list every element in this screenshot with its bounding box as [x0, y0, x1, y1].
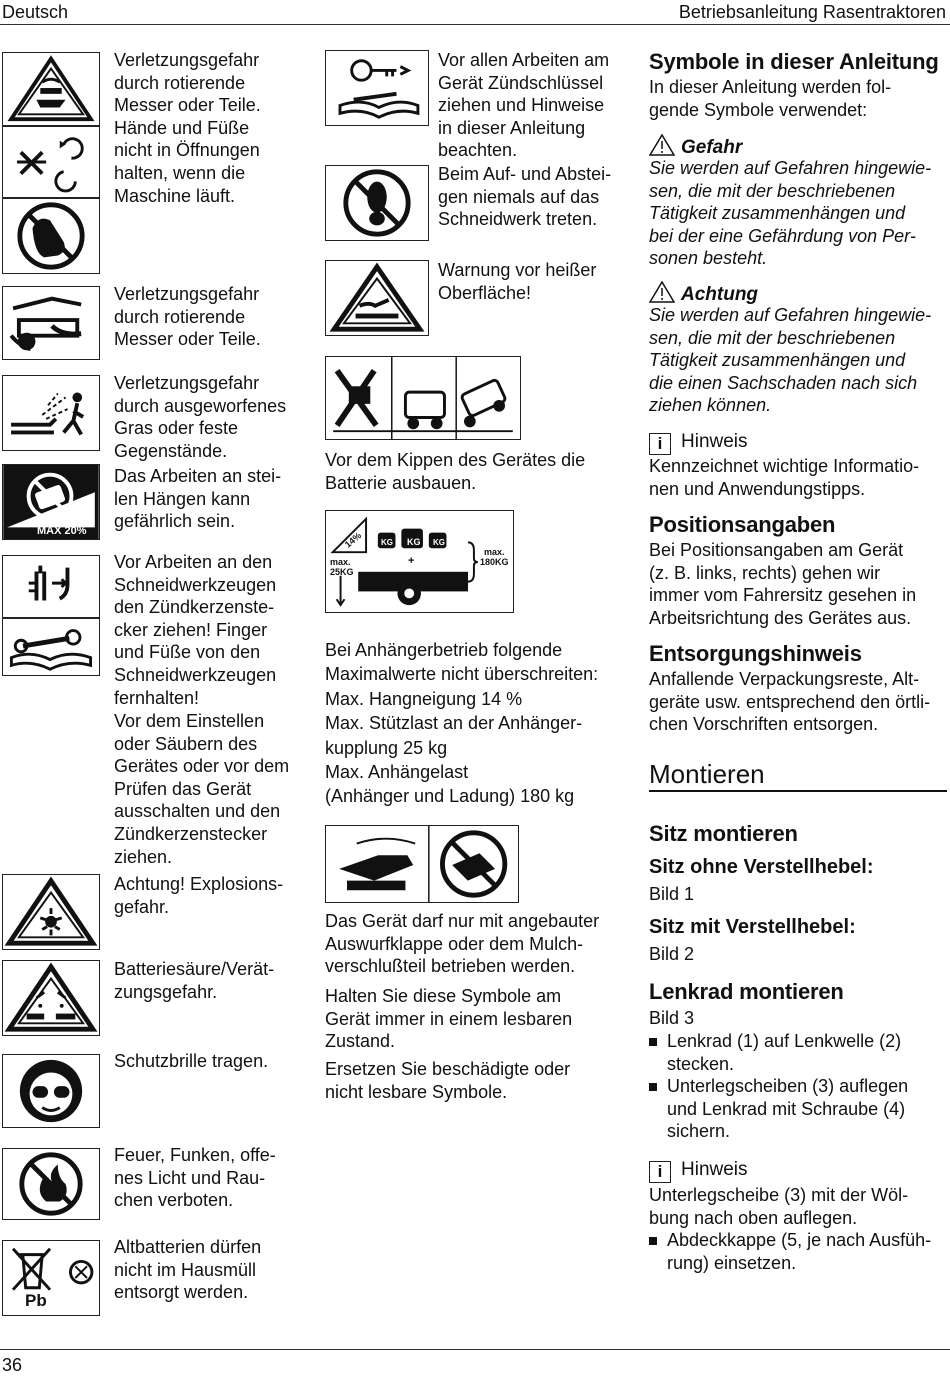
caution-triangle-icon	[649, 281, 675, 303]
heading-steering: Lenkrad montieren	[649, 979, 844, 1004]
text-steering-fig: Bild 3	[649, 1008, 695, 1028]
text-adjust-clean: Vor dem Einstellen oder Säubern des Gerätes oder vor dem Prüfen das Gerät ausschalten und den Zündkerzenstecker ziehen.	[114, 711, 290, 867]
page-number: 36	[2, 1355, 23, 1375]
list-item: Unterlegscheiben (3) auflegen und Lenkrad mit Schraube (4) sichern.	[649, 1075, 947, 1143]
text-acid: Batteriesäure/Verät- zungsgefahr.	[114, 959, 275, 1002]
hint2-steps-list	[649, 1229, 947, 1274]
header-manual-title: Betriebsanleitung Rasentraktoren	[678, 2, 946, 22]
heading-montieren: Montieren	[649, 759, 765, 789]
acid-warning-icon	[2, 960, 100, 1036]
text-hot-surface: Warnung vor heißer Oberfläche!	[438, 260, 597, 303]
mower-deck-icon	[2, 286, 100, 360]
manual-wrench-icon	[2, 618, 100, 676]
caution-label: Achtung	[649, 281, 758, 306]
trailer-kg-label-1: KG	[381, 538, 393, 547]
text-discharge: Das Gerät darf nur mit angebauter Auswurfklappe oder dem Mulch- verschlußteil betrieben werden.	[325, 911, 600, 977]
thrown-objects-icon	[2, 375, 100, 451]
text-rotating-parts: Verletzungsgefahr durch rotierende Messer oder Teile.	[114, 284, 261, 350]
text-thrown-objects: Verletzungsgefahr durch ausgeworfenes Gras oder feste Gegenstände.	[114, 373, 287, 461]
goggles-icon	[2, 1054, 100, 1128]
spark-plug-icon	[2, 555, 100, 618]
hint2-label: i Hinweis	[649, 1159, 748, 1183]
text-disposal: Anfallende Verpackungsreste, Alt- geräte usw. entsprechend den örtli- chen Vorschriften entsorgen.	[649, 669, 931, 735]
rotating-blade-warning-icon	[2, 52, 100, 126]
trailer-max-right-1: max.	[484, 547, 505, 557]
list-item: Lenkrad (1) auf Lenkwelle (2) stecken.	[649, 1030, 947, 1075]
text-seat-no-lever-fig: Bild 1	[649, 884, 695, 904]
warning-triangle-icon	[649, 134, 675, 156]
text-note: Kennzeichnet wichtige Informatio- nen und Anwendungstipps.	[649, 456, 920, 499]
heading-position: Positionsangaben	[649, 512, 836, 537]
header-rule	[0, 24, 950, 25]
text-trailer-limits: Bei Anhängerbetrieb folgende Maximalwerte nicht überschreiten: Max. Hangneigung 14 % Max. Stützlast an der Anhänger- kupplung 25 kg Max. Anhängelast (Anhänger und Ladung) 180 kg	[325, 640, 599, 807]
text-position: Bei Positionsangaben am Gerät (z. B. links, rechts) gehen wir immer vom Fahrersitz gesehen in Arbeitsrichtung des Gerätes aus.	[649, 540, 917, 628]
info-icon: i	[649, 433, 671, 455]
text-no-step: Beim Auf- und Abstei- gen niemals auf das Schneidwerk treten.	[438, 164, 612, 230]
ignition-key-manual-icon	[325, 50, 429, 126]
text-slopes: Das Arbeiten an stei- len Hängen kann gefährlich sein.	[114, 466, 282, 532]
lead-label: Pb	[25, 1291, 47, 1310]
text-batteries: Altbatterien dürfen nicht im Hausmüll entsorgt werden.	[114, 1237, 262, 1303]
text-rotating-blades: Verletzungsgefahr durch rotierende Messer oder Teile. Hände und Füße nicht in Öffnungen halten, wenn die Maschine läuft.	[114, 50, 261, 206]
heading-seat-lever: Sitz mit Verstellhebel:	[649, 916, 856, 938]
text-tilting: Vor dem Kippen des Gerätes die Batterie ausbauen.	[325, 450, 586, 493]
text-seat-lever-fig: Bild 2	[649, 944, 695, 964]
text-replace: Ersetzen Sie beschädigte oder nicht lesbare Symbole.	[325, 1059, 571, 1102]
text-hint2: Unterlegscheibe (3) mit der Wöl- bung nach oben auflegen.	[649, 1185, 909, 1228]
explosion-warning-icon	[2, 874, 100, 950]
hot-surface-icon	[325, 260, 429, 336]
text-keep-legible: Halten Sie diese Symbole am Gerät immer in einem lesbaren Zustand.	[325, 986, 573, 1052]
info-icon: i	[649, 1161, 671, 1183]
hand-rotation-icon	[2, 126, 100, 198]
text-fire: Feuer, Funken, offe- nes Licht und Rau- chen verboten.	[114, 1145, 276, 1211]
trailer-kg-label-3: KG	[433, 538, 445, 547]
note-label: i Hinweis	[649, 431, 748, 455]
list-item: Abdeckkappe (5, je nach Ausfüh- rung) einsetzen.	[649, 1229, 947, 1274]
heading-seat-no-lever: Sitz ohne Verstellhebel:	[649, 856, 874, 878]
trailer-max-left-2: 25KG	[330, 567, 354, 577]
steering-steps-list	[649, 1030, 947, 1143]
trailer-limits-icon	[325, 510, 514, 613]
trailer-max-right-2: 180KG	[480, 557, 509, 567]
battery-disposal-icon	[2, 1240, 100, 1316]
heading-symbols: Symbole in dieser Anleitung	[649, 49, 939, 74]
trailer-plus-label: +	[408, 555, 415, 567]
trailer-max-left-1: max.	[330, 557, 351, 567]
slope-limit-label: MAX 20%	[37, 525, 87, 537]
no-step-icon	[325, 165, 429, 241]
discharge-chute-icon	[325, 825, 519, 903]
no-hands-icon	[2, 198, 100, 274]
text-symbols-intro: In dieser Anleitung werden fol- gende Symbole verwendet:	[649, 77, 892, 120]
text-spark-plug: Vor Arbeiten an den Schneidwerkzeugen den Zündkerzenste- cker ziehen! Finger und Füße von den Schneidwerkzeugen fernhalten!	[114, 552, 277, 708]
trailer-kg-label-2: KG	[407, 537, 421, 547]
montieren-rule	[649, 790, 947, 792]
no-fire-icon	[2, 1148, 100, 1220]
text-goggles: Schutzbrille tragen.	[114, 1051, 269, 1071]
heading-disposal: Entsorgungshinweis	[649, 641, 862, 666]
tilting-battery-icon	[325, 356, 521, 440]
text-ignition-key: Vor allen Arbeiten am Gerät Zündschlüssel ziehen und Hinweise in dieser Anleitung beachten.	[438, 50, 610, 161]
slope-limit-icon	[2, 464, 100, 540]
danger-label: Gefahr	[649, 134, 742, 159]
text-danger: Sie werden auf Gefahren hingewie- sen, die mit der beschriebenen Tätigkeit zusammenhängen und bei der eine Gefährdung von Per- sonen besteht.	[649, 158, 932, 269]
trailer-slope-label: 14%	[342, 530, 364, 550]
heading-seat: Sitz montieren	[649, 821, 798, 846]
footer-rule	[0, 1349, 950, 1350]
text-explosion: Achtung! Explosions- gefahr.	[114, 874, 284, 917]
header-language: Deutsch	[2, 2, 69, 22]
text-caution: Sie werden auf Gefahren hingewie- sen, die mit der beschriebenen Tätigkeit zusammenhängen und die einen Sachschaden nach sich ziehen können.	[649, 305, 932, 416]
